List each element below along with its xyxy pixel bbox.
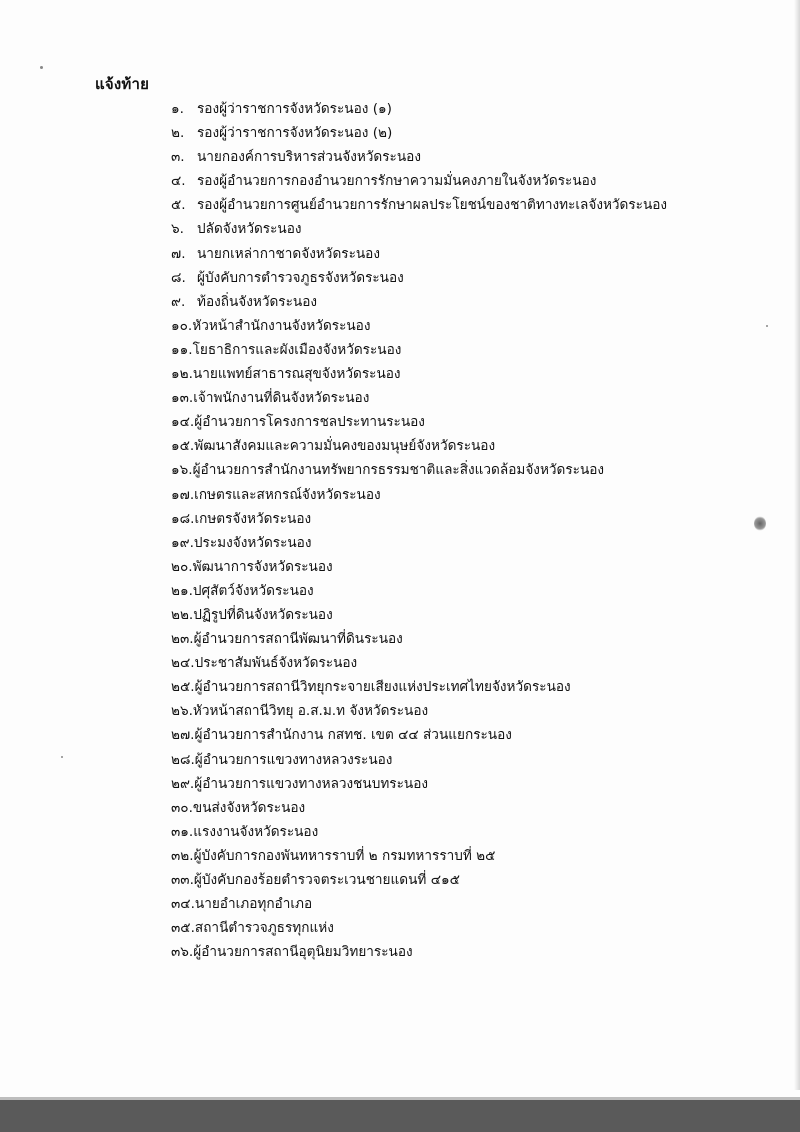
recipient-text: หัวหน้าสำนักงานจังหวัดระนอง	[192, 317, 371, 334]
recipient-item	[171, 193, 667, 217]
recipient-text: ผู้บังคับกองร้อยตำรวจตระเวนชายแดนที่ ๔๑๕	[193, 872, 460, 888]
recipient-text: ผู้บังคับการตำรวจภูธรจังหวัดระนอง	[197, 269, 404, 286]
recipient-item	[171, 940, 667, 964]
recipient-text: เกษตรและสหกรณ์จังหวัดระนอง	[194, 486, 381, 503]
recipient-number: ๘.	[171, 269, 186, 286]
recipient-text: ผู้อำนวยการสถานีพัฒนาที่ดินระนอง	[193, 631, 403, 648]
recipient-text: ขนส่งจังหวัดระนอง	[192, 799, 306, 816]
recipient-text: หัวหน้าสถานีวิทยุ อ.ส.ม.ท จังหวัดระนอง	[192, 703, 429, 720]
recipient-text: เจ้าพนักงานที่ดินจังหวัดระนอง	[193, 390, 370, 407]
recipient-item	[171, 169, 667, 193]
recipient-text: ท้องถิ่นจังหวัดระนอง	[197, 293, 318, 310]
recipient-number: ๓๕.	[171, 920, 195, 937]
recipient-item	[171, 507, 667, 531]
recipient-text: ผู้อำนวยการแขวงทางหลวงชนบทระนอง	[194, 775, 428, 792]
recipient-list	[171, 97, 667, 964]
recipient-item	[171, 844, 667, 868]
recipient-number: ๒๕.	[171, 679, 195, 696]
recipient-number: ๒.	[171, 125, 185, 142]
recipient-text: ปลัดจังหวัดระนอง	[197, 221, 302, 238]
recipient-item	[171, 820, 667, 844]
recipient-text: ปศุสัตว์จังหวัดระนอง	[192, 582, 314, 599]
recipient-text: นายแพทย์สาธารณสุขจังหวัดระนอง	[192, 366, 401, 383]
recipient-item	[171, 748, 667, 772]
scan-smudge	[754, 516, 766, 531]
recipient-item	[171, 555, 667, 579]
recipient-number: ๔.	[171, 173, 186, 190]
recipient-number: ๓.	[171, 149, 185, 166]
recipient-text: นายกองค์การบริหารส่วนจังหวัดระนอง	[197, 149, 421, 166]
recipient-item	[171, 699, 667, 723]
scan-right-edge	[794, 0, 800, 1090]
recipient-text: พัฒนาสังคมและความมั่นคงของมนุษย์จังหวัดระนอง	[194, 438, 496, 455]
recipient-number: ๕.	[171, 197, 186, 214]
recipient-number: ๒๙.	[171, 775, 195, 792]
recipient-number: ๓๓.	[171, 872, 194, 888]
scan-speck	[40, 66, 43, 69]
recipient-number: ๑๓.	[171, 390, 194, 407]
recipient-number: ๑๙.	[171, 534, 194, 551]
recipient-item	[171, 796, 667, 820]
recipient-text: ผู้อำนวยการโครงการชลประทานระนอง	[194, 414, 425, 431]
recipient-text: ประมงจังหวัดระนอง	[193, 534, 312, 551]
recipient-item	[171, 434, 667, 458]
recipient-text: ประชาสัมพันธ์จังหวัดระนอง	[194, 655, 358, 672]
recipient-number: ๒๑.	[171, 582, 193, 599]
recipient-number: ๙.	[171, 293, 186, 310]
recipient-item	[171, 579, 667, 603]
recipient-text: รองผู้อำนวยการศูนย์อำนวยการรักษาผลประโยชน์ของชาติทางทะเลจังหวัดระนอง	[197, 197, 668, 214]
recipient-number: ๑๑.	[171, 341, 193, 358]
recipient-number: ๑๒.	[171, 366, 193, 383]
recipient-item	[171, 97, 667, 121]
recipient-text: โยธาธิการและผังเมืองจังหวัดระนอง	[192, 341, 402, 358]
recipient-item	[171, 651, 667, 675]
recipient-item	[171, 266, 667, 290]
recipient-number: ๒๖.	[171, 703, 193, 720]
recipient-number: ๗.	[171, 245, 186, 262]
recipient-number: ๓๐.	[171, 799, 193, 816]
recipient-text: แรงงานจังหวัดระนอง	[193, 823, 319, 840]
recipient-number: ๒๐.	[171, 558, 193, 575]
recipient-item	[171, 868, 667, 892]
recipient-number: ๑.	[171, 101, 184, 117]
recipient-item	[171, 242, 667, 266]
recipient-text: ผู้อำนวยการสำนักงานทรัพยากรธรรมชาติและสิ่งแวดล้อมจังหวัดระนอง	[192, 462, 605, 479]
recipient-text: ผู้อำนวยการสำนักงาน กสทช. เขต ๔๔ ส่วนแยกระนอง	[194, 727, 512, 744]
recipient-text: ผู้อำนวยการสถานีอุตุนิยมวิทยาระนอง	[193, 944, 413, 961]
recipient-number: ๑๖.	[171, 462, 193, 479]
scanner-bottom-bar	[0, 1100, 800, 1132]
recipient-item	[171, 772, 667, 796]
recipient-number: ๓๔.	[171, 896, 195, 913]
recipient-item	[171, 916, 667, 940]
recipient-number: ๑๕.	[171, 438, 195, 455]
recipient-number: ๒๗.	[171, 727, 195, 744]
recipient-text: รองผู้ว่าราชการจังหวัดระนอง (๒)	[197, 125, 393, 142]
recipient-number: ๑๔.	[171, 414, 195, 431]
recipient-item	[171, 723, 667, 747]
recipient-number: ๑๗.	[171, 486, 195, 503]
scan-speck	[61, 756, 63, 758]
recipient-item	[171, 675, 667, 699]
recipient-number: ๓๒.	[171, 847, 194, 864]
recipient-item	[171, 362, 667, 386]
recipient-item	[171, 290, 667, 314]
document-heading: แจ้งท้าย	[95, 75, 150, 93]
recipient-number: ๒๔.	[171, 655, 195, 672]
recipient-item	[171, 458, 667, 482]
recipient-item	[171, 314, 667, 338]
recipient-text: นายอำเภอทุกอำเภอ	[194, 896, 313, 913]
recipient-text: ผู้บังคับการกองพันทหารราบที่ ๒ กรมทหารราบที่ ๒๕	[193, 847, 496, 864]
recipient-item	[171, 603, 667, 627]
recipient-item	[171, 386, 667, 410]
recipient-number: ๒๘.	[171, 751, 195, 768]
recipient-item	[171, 531, 667, 555]
recipient-number: ๖.	[171, 221, 184, 238]
recipient-number: ๑๐.	[171, 317, 193, 334]
recipient-item	[171, 483, 667, 507]
recipient-item	[171, 145, 667, 169]
recipient-text: ผู้อำนวยการแขวงทางหลวงระนอง	[194, 751, 393, 768]
scan-speck	[766, 325, 768, 327]
recipient-number: ๓๑.	[171, 823, 194, 840]
recipient-text: นายกเหล่ากาชาดจังหวัดระนอง	[197, 245, 380, 262]
recipient-text: รองผู้ว่าราชการจังหวัดระนอง (๑)	[197, 101, 392, 117]
recipient-number: ๒๒.	[171, 606, 194, 623]
recipient-number: ๑๘.	[171, 510, 195, 527]
recipient-number: ๓๖.	[171, 944, 194, 961]
recipient-item	[171, 121, 667, 145]
recipient-text: พัฒนาการจังหวัดระนอง	[192, 558, 333, 575]
recipient-text: เกษตรจังหวัดระนอง	[194, 510, 312, 527]
recipient-text: ปฏิรูปที่ดินจังหวัดระนอง	[193, 606, 333, 623]
recipient-number: ๒๓.	[171, 631, 194, 648]
recipient-item	[171, 892, 667, 916]
recipient-item	[171, 217, 667, 241]
recipient-item	[171, 627, 667, 651]
recipient-item	[171, 410, 667, 434]
recipient-item	[171, 338, 667, 362]
recipient-text: รองผู้อำนวยการกองอำนวยการรักษาความมั่นคงภายในจังหวัดระนอง	[197, 173, 597, 190]
recipient-text: สถานีตำรวจภูธรทุกแห่ง	[194, 920, 334, 937]
recipient-text: ผู้อำนวยการสถานีวิทยุกระจายเสียงแห่งประเทศไทยจังหวัดระนอง	[194, 679, 571, 696]
